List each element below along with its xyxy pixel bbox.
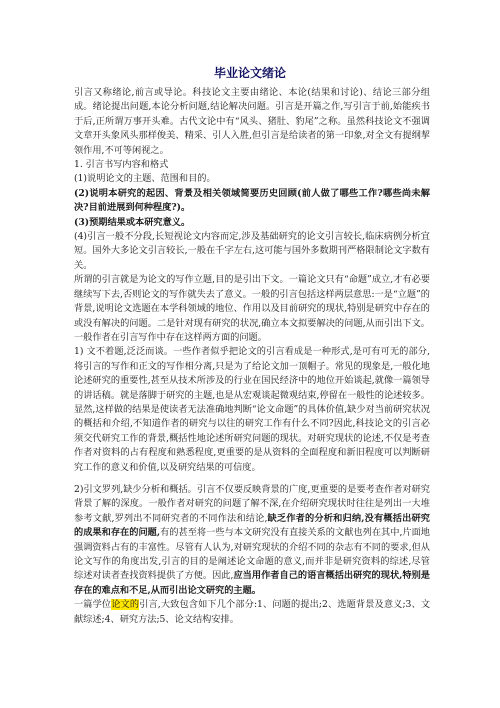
list-item-1: (1)说明论文的主题、范围和目的。 xyxy=(74,173,216,185)
list-item-3: (3)预期结果或本研究意义。 xyxy=(74,216,191,228)
section-heading: 1. 引言书写内容和格式 xyxy=(74,159,169,171)
last-text-b: 引言,大致包含如下几个部分:1、问题的提出;2、选题背景及意义;3、文献综述;4、研究方法;5、论文结构安排。 xyxy=(74,599,431,625)
paragraph-gap xyxy=(74,475,430,483)
p2-text-b: 有的甚至将一些与本文研究没有直接关系的文献也列在其中,片面地强调资料占有的丰富性。尽管有人认为,对研究现状的介绍不同的杂志有不同的要求,但从论文写作的角度出发,引言的目的是阐述论文命题的意义,而并非是研究资料的综述,尽管综述对读者查找资料提供了方便。因此, xyxy=(74,527,430,582)
list-item-4: (4)引言一般不分段,长短视论文内容而定,涉及基础研究的论文引言较长,临床病例分析宜短。国外大多论文引言较长,一般在千字左右,这可能与国外多数期刊严格限制论文字数有关。 xyxy=(74,231,430,271)
last-text-a: 一篇学位 xyxy=(74,599,112,611)
paragraph-title-purpose: 所谓的引言就是为论文的写作立题,目的是引出下文。一篇论文只有“命题”成立,才有必要继续写下去,否则论文的写作就失去了意义。一般的引言包括这样两层意思:一是“立题”的背景,说明论文选题在本学科领域的地位、作用以及目前研究的现状,特别是研究中存在的或没有解决的问题。二是针对现有研究的状况,确立本文拟要解决的问题,从而引出下文。一般作者在引言写作中存在这样两方面的问题。 xyxy=(74,274,430,343)
list-item-2: (2)说明本研究的起因、背景及相关领域简要历史回顾(前人做了哪些工作?哪些尚未解决?目前进展到何种程度?)。 xyxy=(74,187,430,214)
intro-paragraph: 引言又称绪论,前言或导论。科技论文主要由绪论、本论(结果和讨论)、结论三部分组成。绪论提出问题,本论分析问题,结论解决问题。引言是开篇之作,写引言于前,始能疾书于后,正所谓万事开头难。古代文论中有“风头、猪肚、豹尾”之称。虽然科技论文不强调文章开头象风头那样俊美、精采、引人入胜,但引言是给读者的第一印象,对全文有提纲挈领作用,不可等闲视之。 xyxy=(74,87,430,156)
p2-bold-b: 应当用作者自己的语言概括出研究的现状,特别是存在的难点和不足,从而引出论文研究的主题。 xyxy=(74,570,430,596)
p2-bold-a: 缺乏作者的分析和归纳,没有概括出研究的成果和存在的问题, xyxy=(74,512,430,539)
document-title: 毕业论文绪论 xyxy=(213,66,286,80)
highlighted-term: 论文的 xyxy=(111,599,140,611)
paragraph-structure xyxy=(74,598,430,627)
paragraph-problem-2 xyxy=(74,483,430,598)
document-body xyxy=(74,86,430,627)
p2-text-a: 2)引文罗列,缺少分析和概括。引言不仅要反映背景的广度,更重要的是要考查作者对研究背景了解的深度。一般作者对研究的问题了解不深,在介绍研究现状时往往是列出一大堆参考文献,罗列出不同研究者的不同作法和结论, xyxy=(74,483,430,524)
paragraph-problem-1: 1) 文不着题,泛泛而谈。一些作者似乎把论文的引言看成是一种形式,是可有可无的部分,将引言的写作和正文的写作相分离,只是为了给论文加一顶帽子。常见的现象是,一般化地论述研究的重要性,甚至从技术所涉及的行业在国民经济中的地位开始谈起,就像一篇领导的讲话稿。就是落脚于研究的主题,也是从宏观谈起微观结束,停留在一般性的论述较多。显然,这样做的结果是使读者无法准确地判断“论文命题”的具体价值,缺少对当前研究状况的概括和介绍,不知道作者的研究与以往的研究工作有什么不同?因此,科技论文的引言必须交代研究工作的背景,概括性地论述所研究问题的现状。对研究现状的论述,不仅是考查作者对资料的占有程度和熟悉程度,更重要的是从资料的全面程度和新旧程度可以判断研究工作的意义和价值,以及研究结果的可信度。 xyxy=(74,346,430,473)
